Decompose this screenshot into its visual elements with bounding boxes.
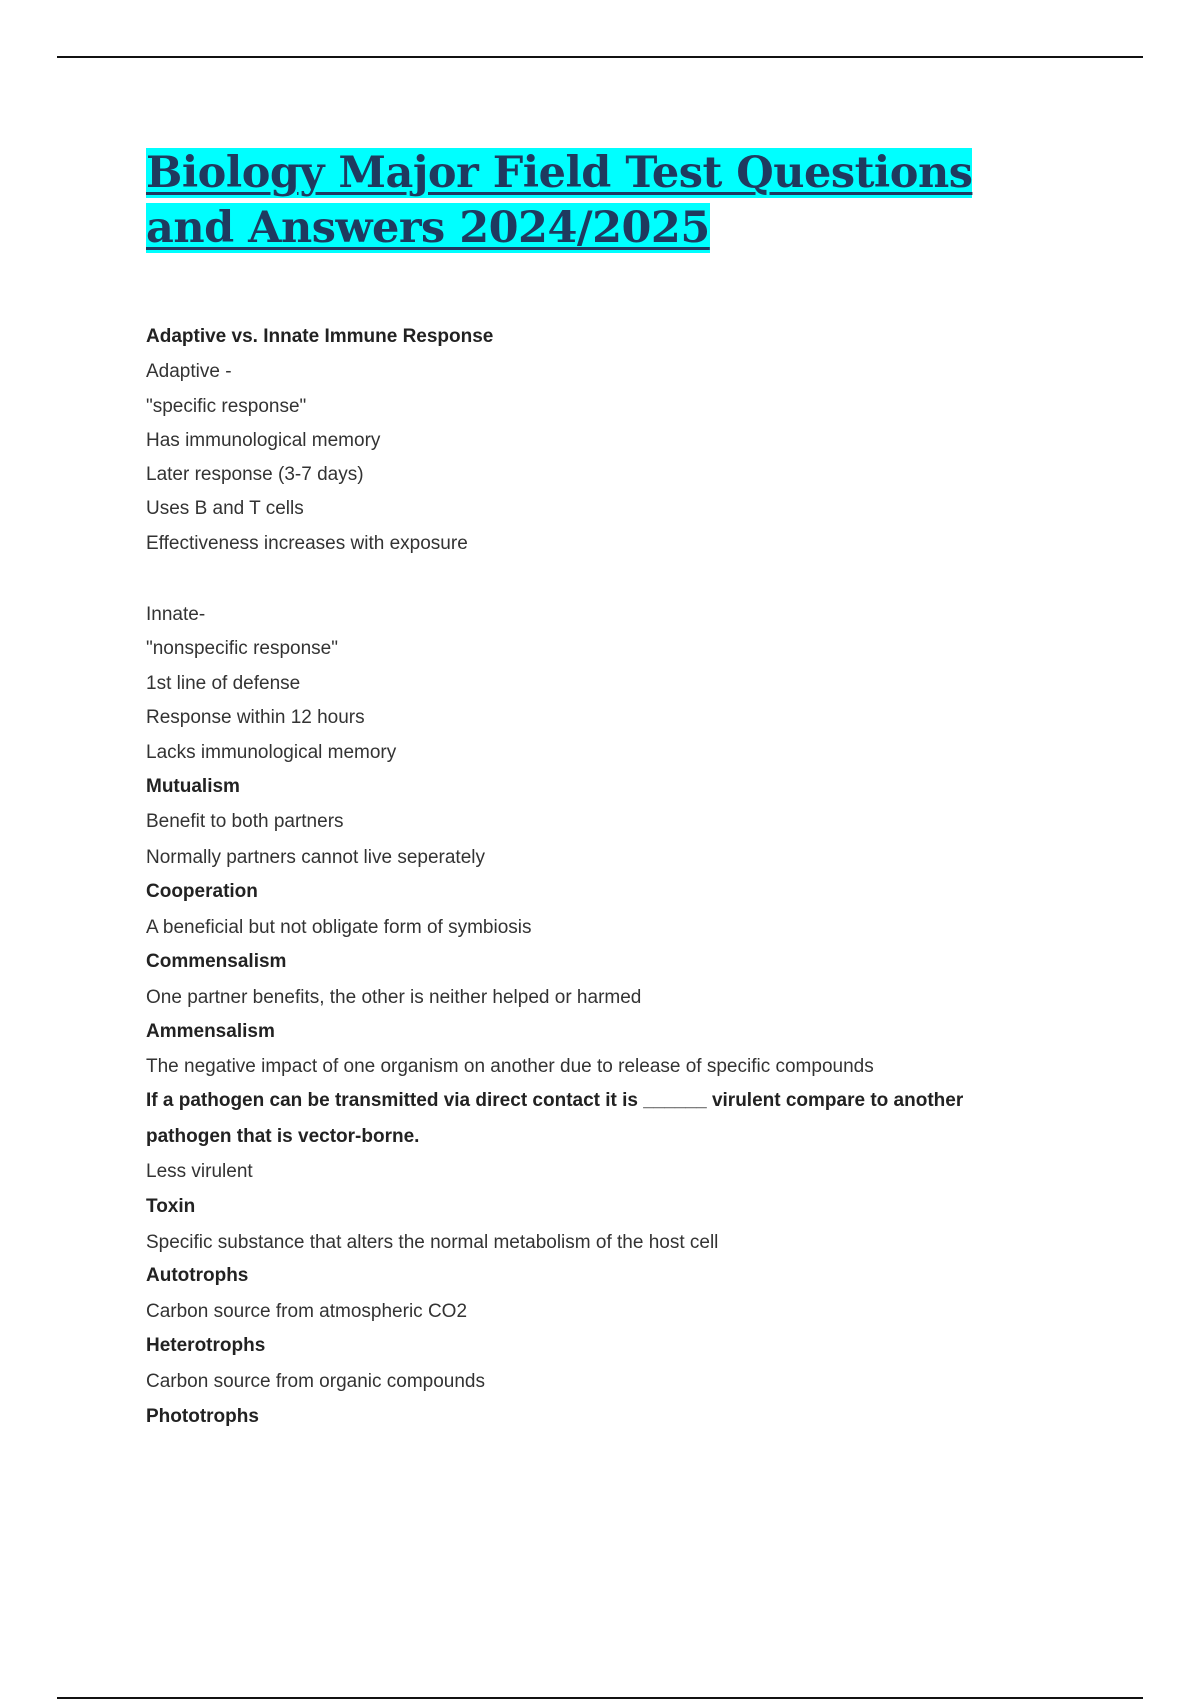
definition-line: Normally partners cannot live seperately (146, 847, 485, 868)
question-heading: If a pathogen can be transmitted via direct contact it is ______ virulent compare to another (146, 1090, 964, 1111)
definition-line: Carbon source from atmospheric CO2 (146, 1301, 468, 1322)
term-heading: Cooperation (146, 881, 258, 902)
definition-line: Has immunological memory (146, 430, 381, 451)
question-heading: pathogen that is vector-borne. (146, 1126, 420, 1147)
definition-line: A beneficial but not obligate form of symbiosis (146, 917, 532, 938)
term-heading: Toxin (146, 1196, 196, 1217)
definition-line: Uses B and T cells (146, 498, 304, 519)
definition-line: Carbon source from organic compounds (146, 1371, 486, 1392)
definition-line: Innate- (146, 604, 206, 625)
definition-line: Benefit to both partners (146, 811, 344, 832)
footer-rule (57, 1697, 1143, 1699)
definition-line: Lacks immunological memory (146, 742, 397, 763)
definition-line: Adaptive - (146, 361, 232, 382)
term-heading: Phototrophs (146, 1406, 259, 1427)
definition-line: Response within 12 hours (146, 707, 365, 728)
term-heading: Mutualism (146, 776, 240, 797)
header-rule (57, 56, 1143, 58)
title-line-1: Biology Major Field Test Questions (146, 148, 973, 198)
definition-line: Specific substance that alters the normal metabolism of the host cell (146, 1232, 719, 1253)
term-heading: Heterotrophs (146, 1335, 266, 1356)
definition-line: "specific response" (146, 396, 307, 417)
term-heading: Ammensalism (146, 1021, 275, 1042)
definition-line: The negative impact of one organism on another due to release of specific compounds (146, 1056, 874, 1077)
definition-line: Later response (3-7 days) (146, 464, 364, 485)
definition-line: One partner benefits, the other is neither helped or harmed (146, 987, 642, 1008)
document-title (146, 146, 1046, 256)
title-line-2: and Answers 2024/2025 (146, 203, 710, 253)
definition-line: 1st line of defense (146, 673, 301, 694)
definition-line: Effectiveness increases with exposure (146, 533, 468, 554)
definition-line: Less virulent (146, 1161, 253, 1182)
term-heading: Autotrophs (146, 1265, 249, 1286)
term-heading: Commensalism (146, 951, 287, 972)
definition-line: "nonspecific response" (146, 638, 338, 659)
term-heading: Adaptive vs. Innate Immune Response (146, 326, 494, 347)
